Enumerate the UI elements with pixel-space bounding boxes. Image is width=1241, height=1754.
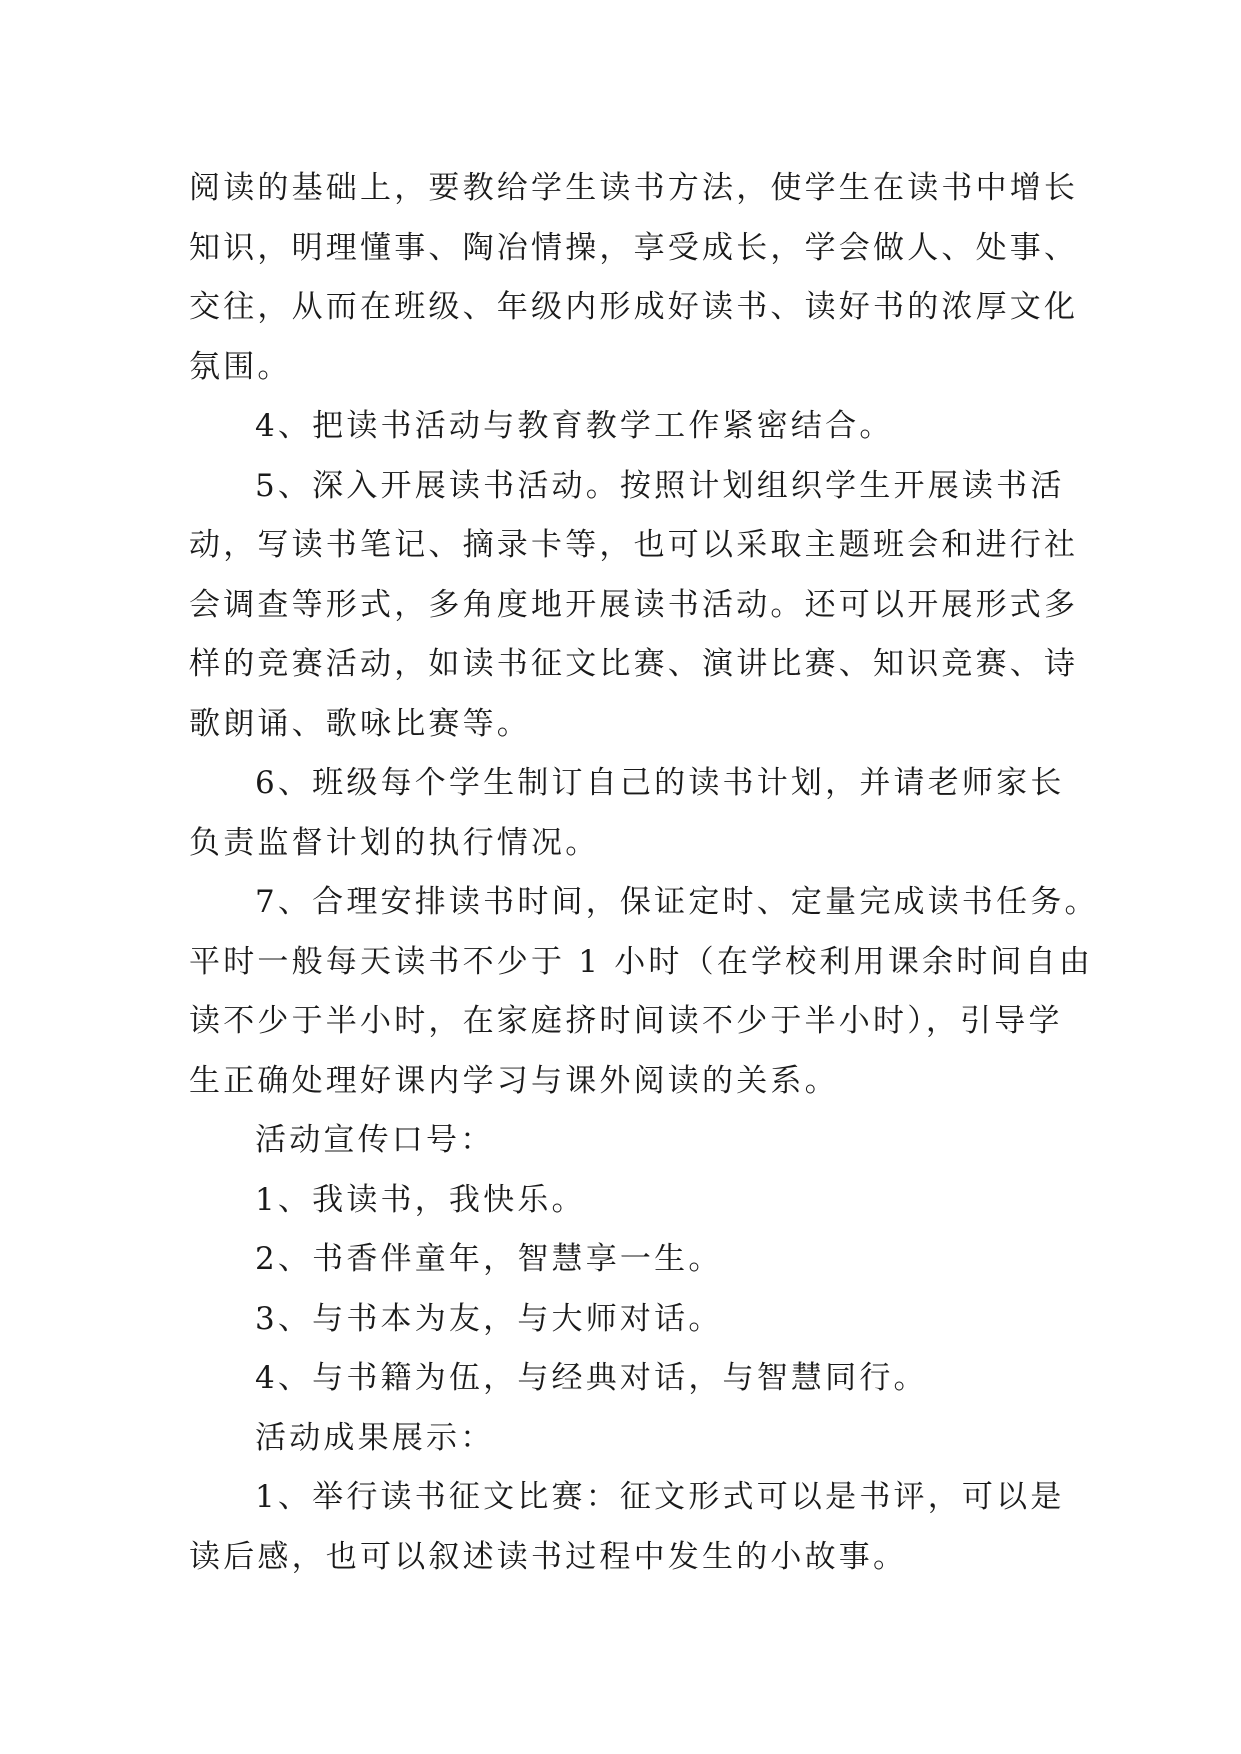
results-item-1	[189, 1468, 1069, 1587]
text-line: 样的竞赛活动，如读书征文比赛、演讲比赛、知识竞赛、诗	[189, 646, 1079, 682]
text-line: 歌朗诵、歌咏比赛等。	[189, 705, 531, 742]
text-line: 读不少于半小时，在家庭挤时间读不少于半小时），引导学	[189, 1003, 1063, 1039]
text-line: 1、举行读书征文比赛：征文形式可以是书评，可以是	[255, 1479, 1065, 1515]
paragraph-item-6	[189, 754, 1069, 873]
document-body	[189, 159, 1099, 1587]
text-line: 1、我读书，我快乐。	[255, 1181, 586, 1218]
text-line: 5、深入开展读书活动。按照计划组织学生开展读书活	[255, 467, 1065, 504]
text-line: 3、与书本为友，与大师对话。	[255, 1300, 723, 1337]
text-line: 动，写读书笔记、摘录卡等，也可以采取主题班会和进行社	[189, 527, 1079, 563]
slogan-item-3	[189, 1290, 1069, 1350]
text-line: 会调查等形式，多角度地开展读书活动。还可以开展形式多	[189, 586, 1079, 623]
text-line: 活动成果展示：	[255, 1419, 495, 1456]
paragraph-item-7	[189, 873, 1099, 1111]
text-line: 活动宣传口号：	[255, 1122, 495, 1158]
slogan-item-1	[189, 1171, 1069, 1231]
text-line: 7、合理安排读书时间，保证定时、定量完成读书任务。	[255, 884, 1099, 920]
text-line: 交往，从而在班级、年级内形成好读书、读好书的浓厚文化	[189, 289, 1079, 325]
slogan-item-4	[189, 1349, 1069, 1409]
paragraph-item-4	[189, 397, 1069, 457]
text-line: 4、把读书活动与教育教学工作紧密结合。	[255, 408, 894, 444]
paragraph-1	[189, 159, 1079, 397]
text-line: 氛围。	[189, 348, 292, 385]
results-heading	[189, 1409, 1069, 1469]
slogan-item-2	[189, 1230, 1069, 1290]
paragraph-item-5	[189, 457, 1079, 755]
text-line: 阅读的基础上，要教给学生读书方法，使学生在读书中增长	[189, 170, 1079, 206]
text-line: 2、书香伴童年，智慧享一生。	[255, 1241, 723, 1277]
text-line: 4、与书籍为伍，与经典对话，与智慧同行。	[255, 1360, 928, 1396]
text-line: 读后感，也可以叙述读书过程中发生的小故事。	[189, 1538, 908, 1575]
text-line: 知识，明理懂事、陶冶情操，享受成长，学会做人、处事、	[189, 229, 1079, 266]
text-line: 生正确处理好课内学习与课外阅读的关系。	[189, 1062, 839, 1099]
slogan-heading	[189, 1111, 1069, 1171]
text-line: 6、班级每个学生制订自己的读书计划，并请老师家长	[255, 765, 1065, 801]
text-line: 负责监督计划的执行情况。	[189, 824, 600, 861]
text-line: 平时一般每天读书不少于 1 小时（在学校利用课余时间自由	[189, 943, 1094, 980]
